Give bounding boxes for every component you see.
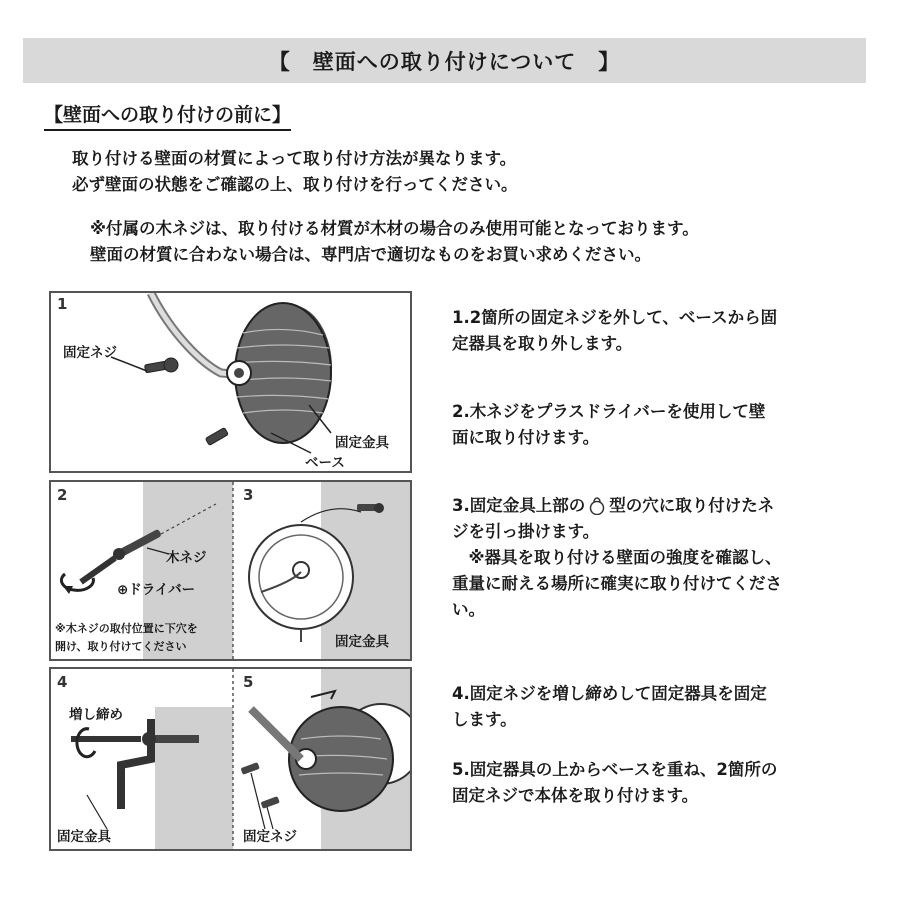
- step-line: 4.固定ネジを増し締めして固定器具を固定: [452, 684, 767, 703]
- step-line: [452, 493, 862, 519]
- step-3-text: [452, 493, 862, 623]
- step-line: 固定ネジで本体を取り付けます。: [452, 786, 699, 805]
- step-4-text: [452, 681, 862, 733]
- label-fixing-bracket: 固定金具: [57, 829, 111, 845]
- panel-number: 2: [57, 486, 68, 504]
- label-driver: ⊕ドライバー: [117, 582, 196, 598]
- intro-text: [72, 146, 518, 198]
- intro-line: 取り付ける壁面の材質によって取り付け方法が異なります。: [72, 149, 517, 168]
- step-line: 1.2箇所の固定ネジを外して、ベースから固: [452, 308, 778, 327]
- step-line: い。: [452, 600, 485, 619]
- step-line: 面に取り付けます。: [452, 428, 600, 447]
- step-2-text: [452, 399, 862, 451]
- note-line: 壁面の材質に合わない場合は、専門店で適切なものをお買い求めください。: [90, 245, 651, 264]
- label-fixing-bracket: 固定金具: [335, 634, 389, 650]
- panel-number: 3: [243, 486, 254, 504]
- label-pilot-hole-note: 開け、取り付けてください: [55, 640, 187, 653]
- illustration-panel-1: [49, 291, 412, 473]
- step-line: 2.木ネジをプラスドライバーを使用して壁: [452, 402, 766, 421]
- step-line: 5.固定器具の上からベースを重ね、2箇所の: [452, 760, 778, 779]
- step-5-text: [452, 757, 862, 809]
- label-pilot-hole-note: ※木ネジの取付位置に下穴を: [55, 622, 198, 635]
- page-title-bar: [23, 38, 866, 83]
- label-wood-screw: 木ネジ: [166, 550, 207, 566]
- step-line: 定器具を取り外します。: [452, 334, 633, 353]
- keyhole-icon: [588, 495, 606, 515]
- label-fixing-screw: 固定ネジ: [243, 829, 297, 845]
- panel-number: 1: [57, 295, 68, 313]
- note-line: ※付属の木ネジは、取り付ける材質が木材の場合のみ使用可能となっております。: [90, 219, 699, 238]
- panel-number: 5: [243, 673, 254, 691]
- label-base: ベース: [305, 455, 345, 471]
- step-4-5-illustration: [51, 669, 410, 849]
- intro-line: 必ず壁面の状態をご確認の上、取り付けを行ってください。: [72, 175, 518, 194]
- step-3-prefix: 3.固定金具上部の: [452, 496, 586, 515]
- label-fixing-screw: 固定ネジ: [63, 345, 117, 361]
- page-title: 【 壁面への取り付けについて 】: [268, 49, 621, 74]
- step-line: 重量に耐える場所に確実に取り付けてくださ: [452, 574, 782, 593]
- step-3-suffix: 型の穴に取り付けたネ: [609, 496, 775, 515]
- label-tighten: 増し締め: [69, 707, 123, 723]
- step-1-text: [452, 305, 862, 357]
- step-line: します。: [452, 710, 517, 729]
- label-fixing-bracket: 固定金具: [335, 435, 389, 451]
- section-heading: 【壁面への取り付けの前に】: [44, 100, 291, 131]
- step-line: ※器具を取り付ける壁面の強度を確認し、: [452, 548, 782, 567]
- panel-number: 4: [57, 673, 68, 691]
- step-line: ジを引っ掛けます。: [452, 522, 600, 541]
- illustration-panel-2-3: [49, 480, 412, 661]
- material-note: [90, 216, 699, 268]
- illustration-panel-4-5: [49, 667, 412, 851]
